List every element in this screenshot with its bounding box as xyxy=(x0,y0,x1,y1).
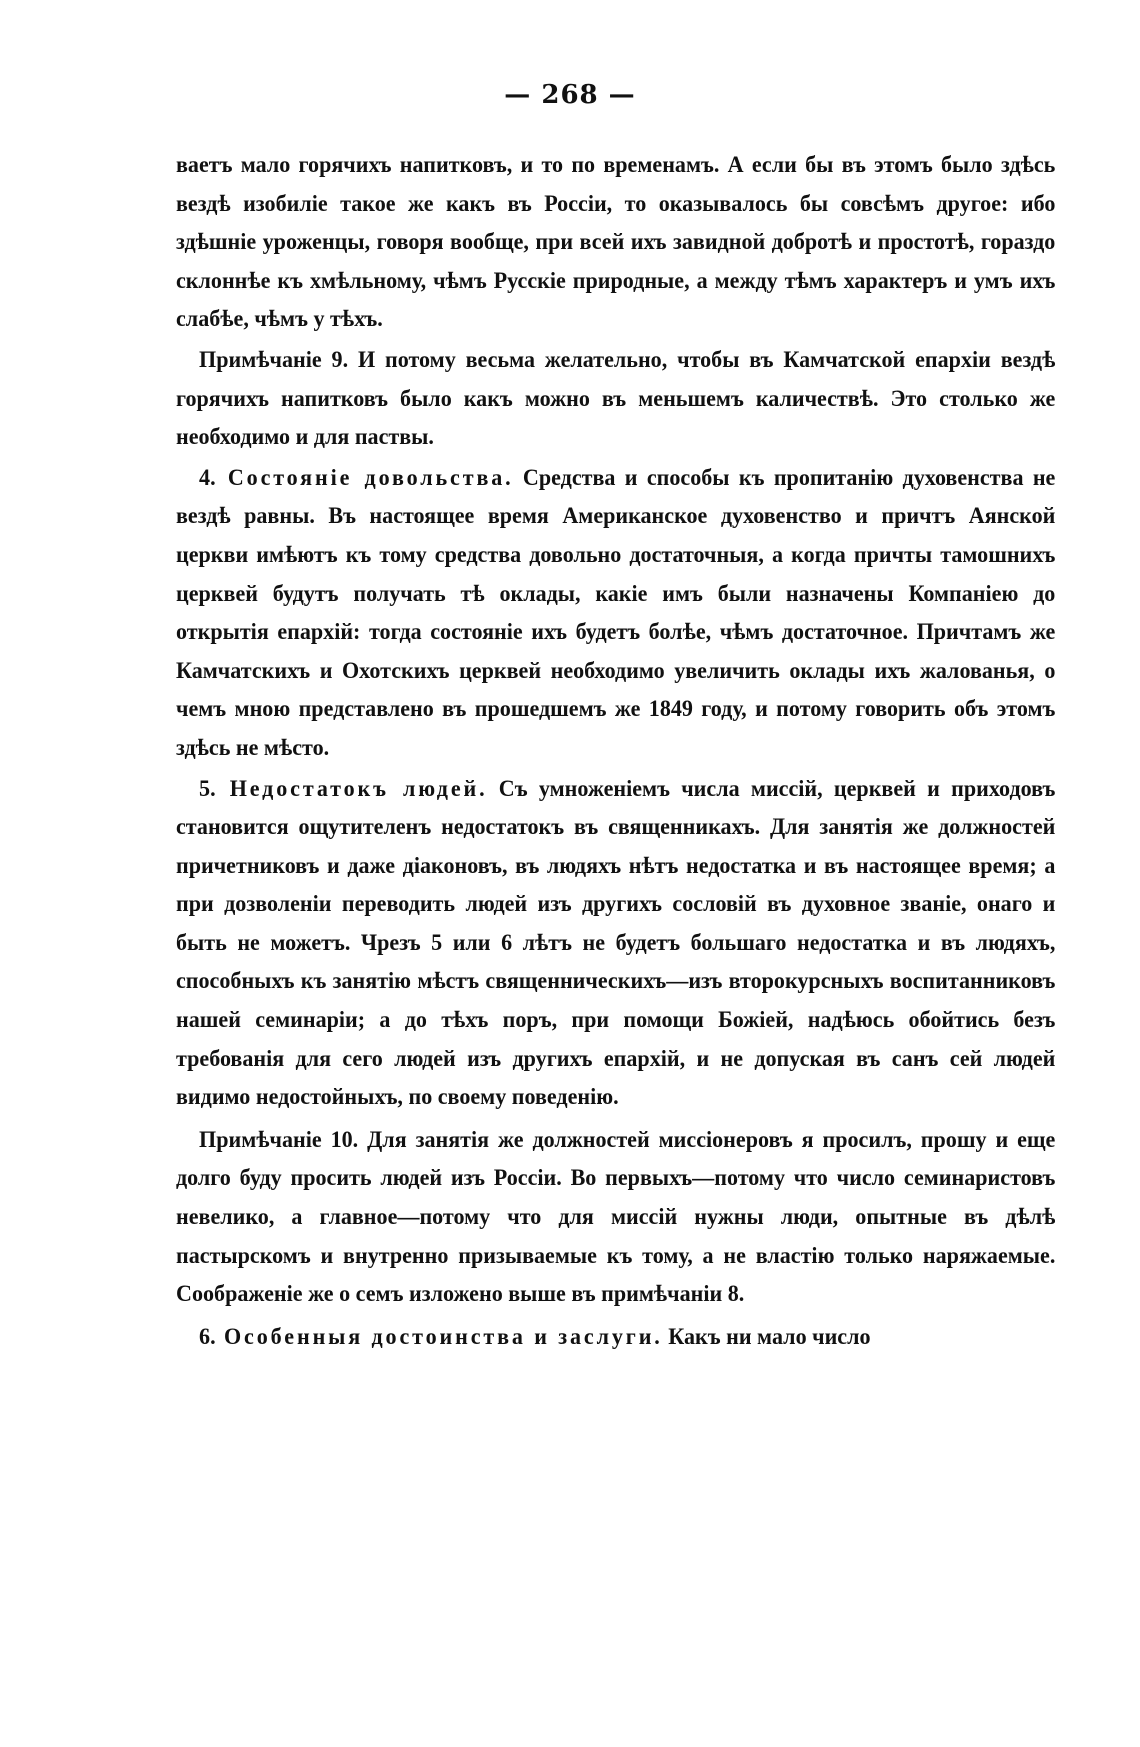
section-6-number: 6. xyxy=(199,1323,216,1349)
section-5-number: 5. xyxy=(199,775,216,801)
note-10-text: Для занятія же должностей миссіонеровъ я просилъ, прошу и еще долго буду просить людей изъ Россіи. Во первыхъ—потому что число семинаристовъ невелико, а главное—потому что для миссій нужны люди, опытные въ дѣлѣ пастырскомъ и внутренно призываемые къ тому, а не властію только наряжаемые. Соображеніе же о семъ изложено выше въ примѣчаніи 8. xyxy=(176,1126,1056,1307)
paragraph-continuation xyxy=(176,146,1055,339)
section-5-text: Съ умноженіемъ числа миссій, церквей и приходовъ становится ощутителенъ недостатокъ въ священникахъ. Для занятія же должностей причетниковъ и даже діаконовъ, въ людяхъ нѣтъ недостатка и въ настоящее время; а при дозволеніи переводить людей изъ другихъ сословій въ духовное званіе, онаго и быть не можетъ. Чрезъ 5 или 6 лѣтъ не будетъ большаго недостатка и въ людяхъ, способныхъ къ занятію мѣстъ священническихъ—изъ второкурсныхъ воспитанниковъ нашей семинаріи; а до тѣхъ поръ, при помощи Божіей, надѣюсь обойтись безъ требованія для сего людей изъ другихъ епархій, и не допуская въ санъ сей людей видимо недостойныхъ, по своему поведенію. xyxy=(176,775,1056,1110)
note-10 xyxy=(176,1121,1055,1314)
note-9 xyxy=(176,341,1055,457)
page-number: — 268 — xyxy=(504,80,636,110)
paragraph-text: ваетъ мало горячихъ напитковъ, и то по временамъ. А если бы въ этомъ было здѣсь вездѣ изобиліе такое же какъ въ Россіи, то оказывалось бы совсѣмъ другое: ибо здѣшніе уроженцы, говоря вообще, при всей ихъ завидной добротѣ и простотѣ, гораздо склоннѣе къ хмѣльному, чѣмъ Русскіе природные, а между тѣмъ характеръ и умъ ихъ слабѣе, чѣмъ у тѣхъ. xyxy=(176,152,1056,332)
section-4 xyxy=(176,459,1055,768)
section-5-title: Недостатокъ людей. xyxy=(215,775,488,801)
section-6-text: Какъ ни мало число xyxy=(662,1323,871,1349)
note-9-label: Примѣчаніе 9. xyxy=(199,346,349,372)
page-text xyxy=(176,146,1056,1356)
section-4-title: Состояніе довольства. xyxy=(215,464,514,490)
section-4-text: Средства и способы къ пропитанію духовенства не вездѣ равны. Въ настоящее время Американское духовенство и причтъ Аянской церкви имѣютъ къ тому средства довольно достаточныя, а когда причты тамошнихъ церквей будутъ получать тѣ оклады, какіе имъ были назначены Компаніею до открытія епархій: тогда состояніе ихъ будетъ болѣе, чѣмъ достаточное. Причтамъ же Камчатскихъ и Охотскихъ церквей необходимо увеличить оклады ихъ жалованья, о чемъ мною представлено въ прошедшемъ же 1849 году, и потому говорить объ этомъ здѣсь не мѣсто. xyxy=(176,464,1056,760)
section-6-title: Особенныя достоинства и заслуги. xyxy=(215,1323,663,1349)
section-4-number: 4. xyxy=(199,464,216,490)
note-10-label: Примѣчаніе 10. xyxy=(199,1126,359,1152)
section-5 xyxy=(176,770,1055,1117)
note-9-text: И потому весьма желательно, чтобы въ Камчатской епархіи вездѣ горячихъ напитковъ было какъ можно въ меньшемъ каличествѣ. Это столько же необходимо и для паствы. xyxy=(176,346,1056,450)
section-6 xyxy=(176,1318,1055,1357)
